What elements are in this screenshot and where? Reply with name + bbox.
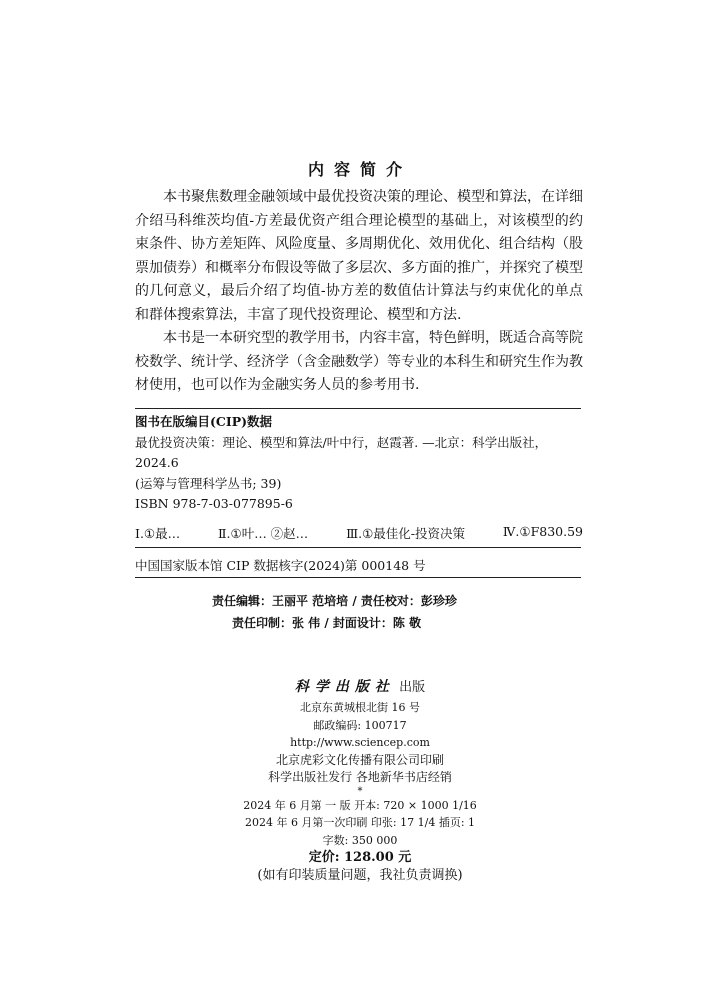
publisher-postcode: 邮政编码: 100717 <box>313 718 407 732</box>
cip-bottom-divider <box>135 577 581 578</box>
printing-line: 2024 年 6 月第一次印刷 印张: 17 1/4 插页: 1 <box>244 816 476 829</box>
cip-series-line: (运筹与管理科学丛书; 39) <box>135 475 282 491</box>
editors-line-2: 责任印制：张 伟 / 封面设计：陈 敬 <box>232 616 422 630</box>
price: 定价: 128.00 元 <box>308 850 412 865</box>
cip-class-3: Ⅲ.①最佳化-投资决策 <box>346 526 466 541</box>
cip-middle-divider <box>135 547 581 548</box>
publisher-suffix: 出版 <box>399 680 426 695</box>
publisher-distribution: 科学出版社发行 各地新华书店经销 <box>268 770 452 784</box>
cip-year-line: 2024.6 <box>135 455 179 470</box>
summary-paragraph-1: 本书聚焦数理金融领域中最优投资决策的理论、模型和算法，在详细介绍马科维茨均值-方差最优资产组合理论模型的基础上，对该模型的约束条件、协方差矩阵、风险度量、多周期优化、效用优化、组合结构（股票加债券）和概率分布假设等做了多层次、多方面的推广，并探究了模型的几何意义，最后介绍了均值-协方差的数值估计算法与约束优化的单点和群体搜索算法，丰富了现代投资理论、模型和方法. <box>135 189 583 323</box>
cip-block <box>135 412 583 515</box>
cip-title-line: 最优投资决策：理论、模型和算法/叶中行，赵霞著. —北京：科学出版社， <box>135 434 548 450</box>
cip-isbn-line: ISBN 978-7-03-077895-6 <box>135 496 293 511</box>
summary-title: 内容简介 <box>307 160 412 179</box>
editors-line-1: 责任编辑：王丽平 范培培 / 责任校对：彭珍珍 <box>212 594 457 608</box>
publisher-address: 北京东黄城根北街 16 号 <box>300 701 420 714</box>
separator-star: * <box>357 785 363 797</box>
publisher-block <box>0 676 720 884</box>
cip-class-1: Ⅰ.①最… <box>135 526 181 541</box>
edition-line: 2024 年 6 月第 一 版 开本: 720 × 1000 1/16 <box>243 798 477 812</box>
cip-class-4: Ⅳ.①F830.59 <box>502 524 583 539</box>
publisher-name-line <box>0 676 720 699</box>
publisher-website: http://www.sciencep.com <box>290 736 430 749</box>
editors-block <box>0 590 720 634</box>
cip-heading: 图书在版编目(CIP)数据 <box>135 414 273 429</box>
summary-body <box>135 186 583 398</box>
publisher-name: 科学出版社 <box>294 679 395 695</box>
cip-classifications <box>135 524 583 542</box>
summary-paragraph-2: 本书是一本研究型的教学用书，内容丰富，特色鲜明，既适合高等院校数学、统计学、经济学（含金融数学）等专业的本科生和研究生作为教材使用，也可以作为金融实务人员的参考用书. <box>135 330 583 393</box>
cip-check-number: 中国国家版本馆 CIP 数据核字(2024)第 000148 号 <box>135 558 426 573</box>
quality-notice: (如有印装质量问题，我社负责调换) <box>257 867 463 883</box>
publisher-printer: 北京虎彩文化传播有限公司印刷 <box>275 752 444 767</box>
word-count: 字数: 350 000 <box>322 833 398 847</box>
cip-top-divider <box>135 408 581 409</box>
cip-class-2: Ⅱ.①叶… ②赵… <box>218 526 309 541</box>
